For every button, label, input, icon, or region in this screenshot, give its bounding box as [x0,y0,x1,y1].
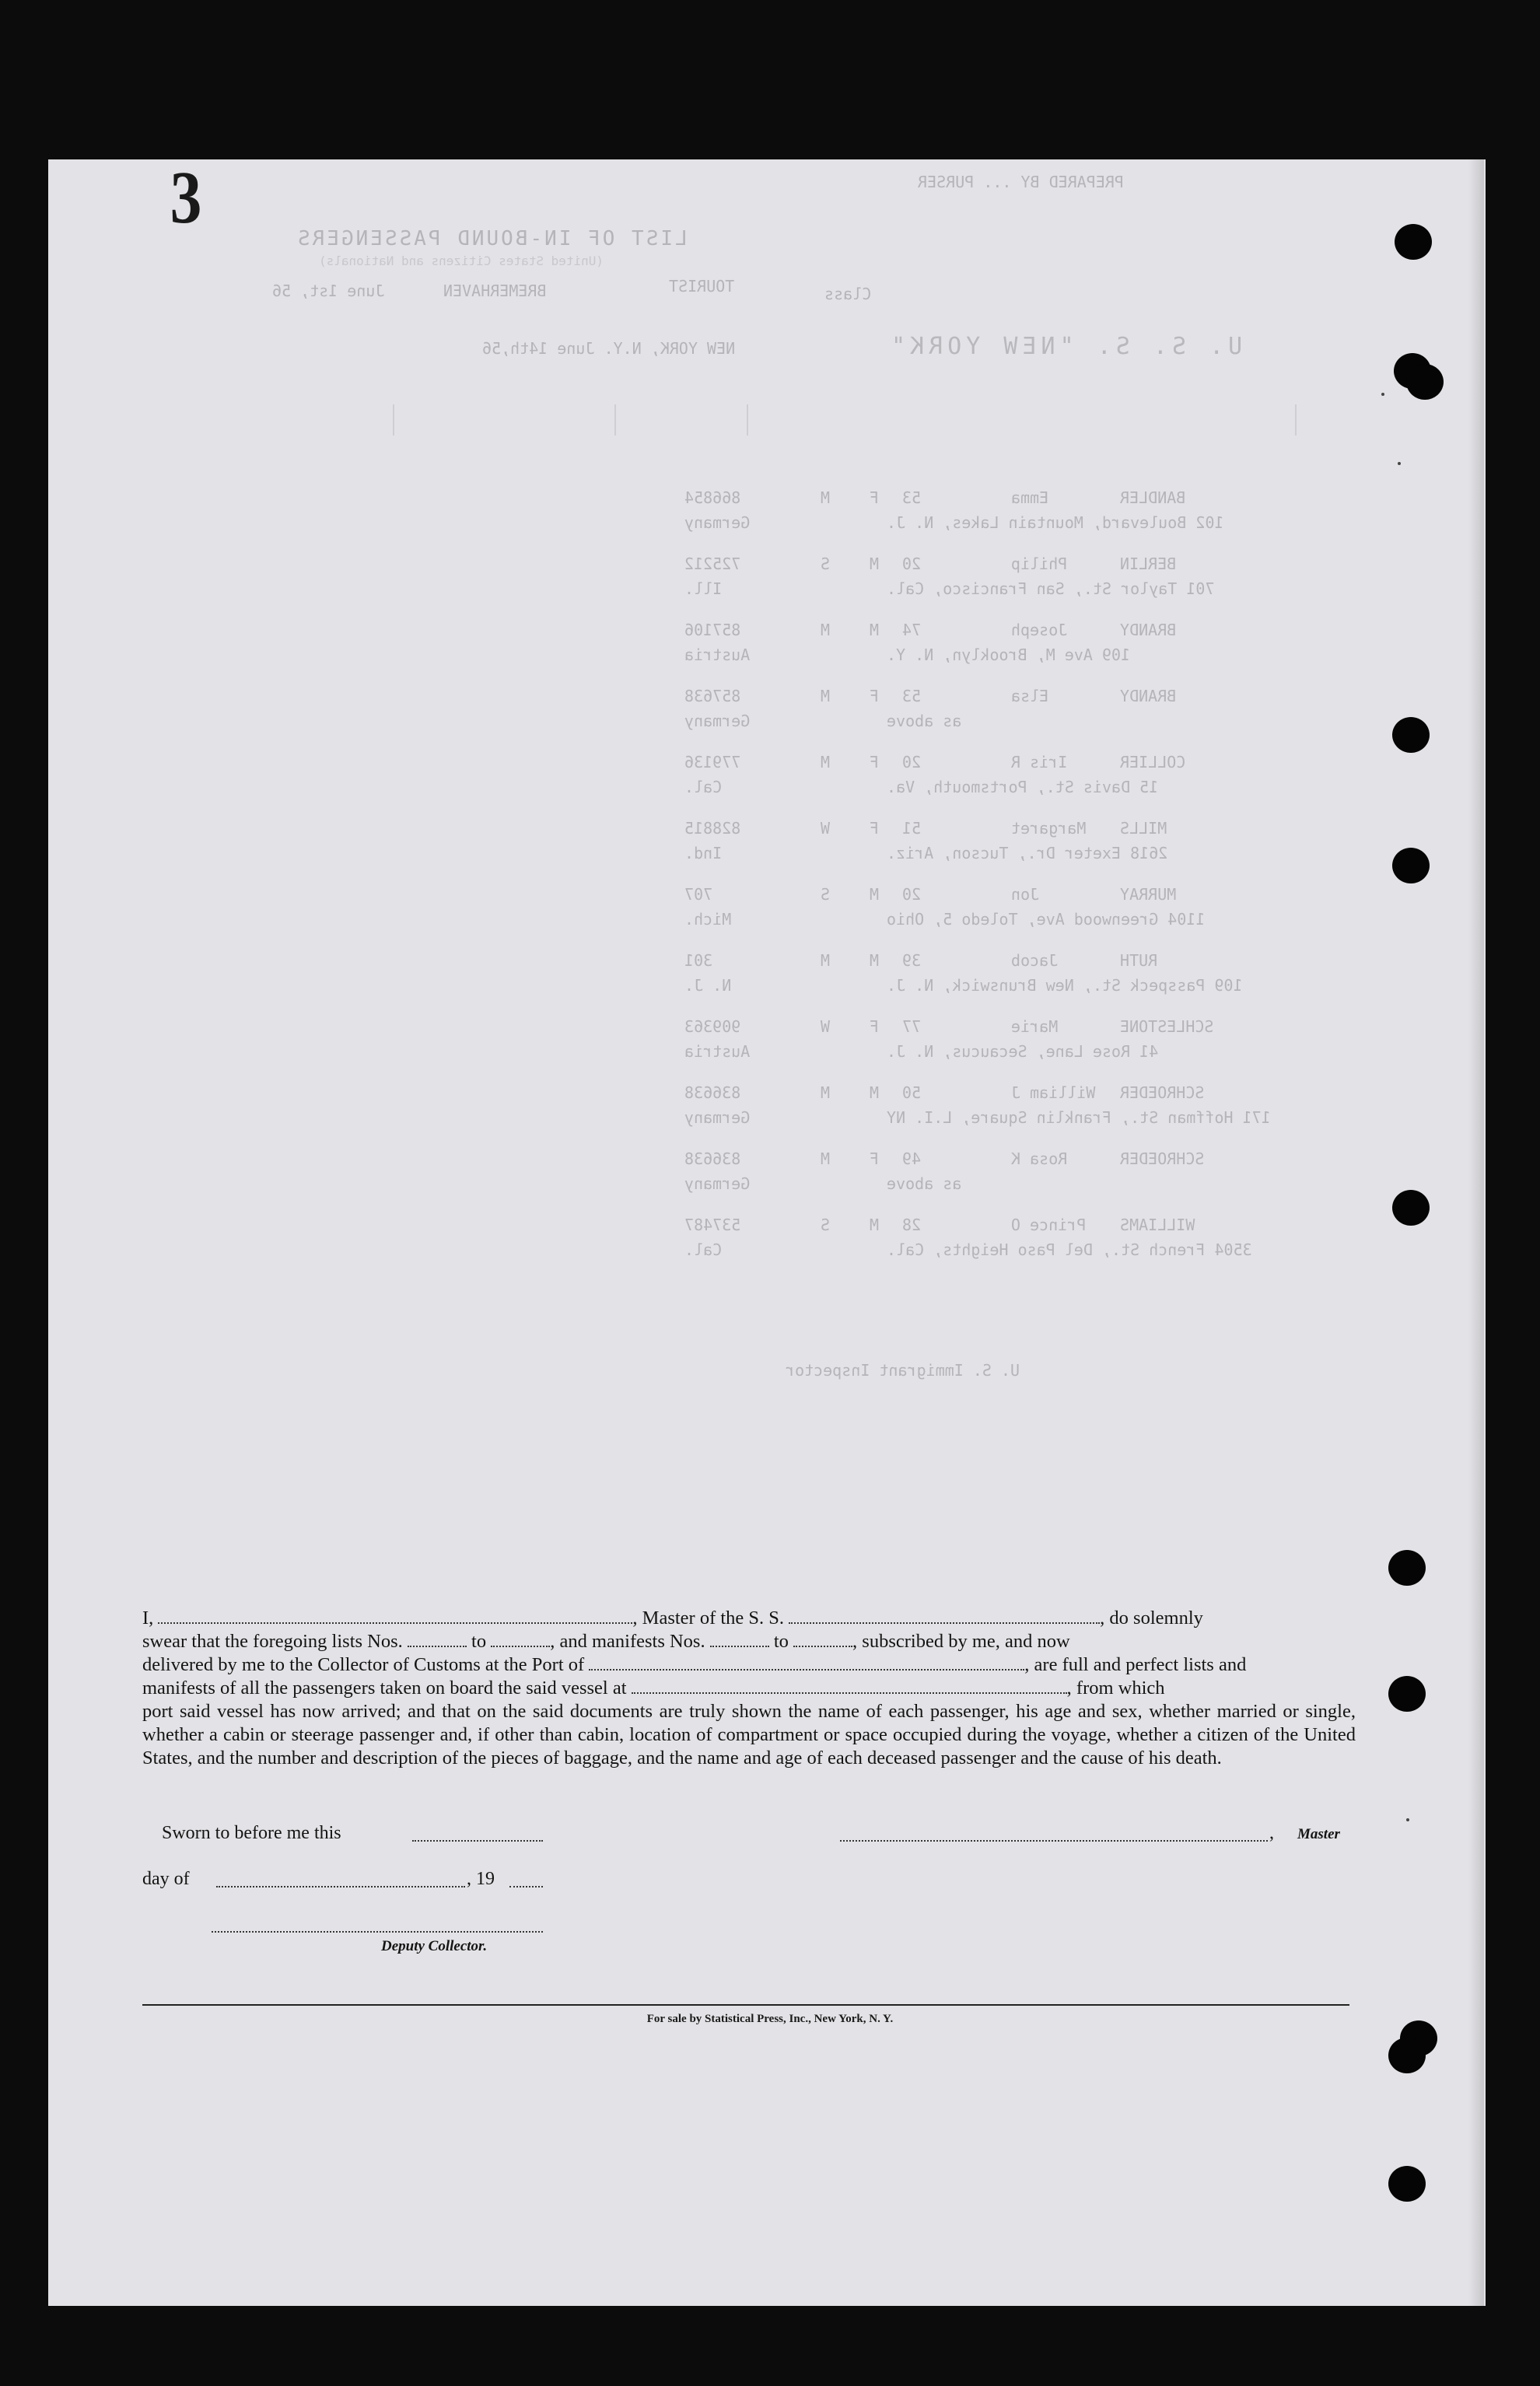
passenger-surname: BRANDY [1120,687,1177,705]
passenger-surname: COLLIER [1120,753,1186,771]
year-prefix: , 19 [467,1869,495,1889]
passenger-birthplace: Austria [684,1042,751,1061]
passenger-given-name: Jacob [1011,951,1059,970]
passenger-marital: W [821,1017,831,1036]
passenger-entry [0,753,1540,815]
list-to-field[interactable] [491,1632,550,1647]
passenger-birthplace: Ill. [684,579,723,598]
passenger-entry [0,1216,1540,1278]
punch-hole [1388,1550,1426,1586]
page-number: 3 [170,156,202,239]
passenger-entry [0,1149,1540,1212]
master-oath [142,1607,1356,1770]
passenger-surname: WILLIAMS [1120,1216,1195,1234]
list-from-field[interactable] [408,1632,467,1647]
passenger-number: 866854 [684,488,741,507]
master-name-field[interactable] [158,1608,632,1624]
passenger-birthplace: Austria [684,645,751,664]
passenger-entry [0,885,1540,947]
punch-hole [1392,1190,1430,1226]
paper-speck [1381,393,1384,396]
passenger-number: 725212 [684,555,741,573]
oath-text: to [773,1631,789,1652]
passenger-address: as above [887,712,962,730]
passenger-given-name: Joseph [1011,621,1068,639]
passenger-surname: SCHROEDER [1120,1149,1205,1168]
passenger-age: 20 [902,555,922,573]
paper-speck [1398,462,1401,465]
column-divider [1295,404,1297,436]
arriving-port: NEW YORK, N.Y. June 14th,56 [482,339,736,358]
passenger-number: 707 [684,885,713,904]
passenger-entry [0,621,1540,683]
passenger-marital: S [821,1216,831,1234]
oath-text: delivered by me to the Collector of Customs at the Port of [142,1654,585,1675]
passenger-age: 50 [902,1083,922,1102]
passenger-marital: M [821,687,831,705]
oath-line-4 [142,1677,1356,1700]
passenger-surname: SCHLESTONE [1120,1017,1214,1036]
passenger-sex: M [870,885,880,904]
passenger-number: 828815 [684,819,741,838]
passenger-sex: F [870,819,880,838]
punch-hole [1388,2038,1426,2073]
passenger-address: 15 Davis St., Portsmouth, Va. [887,778,1159,796]
passenger-birthplace: Germany [684,1108,751,1127]
manifest-from-field[interactable] [710,1632,769,1647]
passenger-sex: M [870,555,880,573]
class-label: Class [824,285,872,303]
passenger-surname: SCHROEDER [1120,1083,1205,1102]
paper-speck [1406,1818,1409,1821]
passenger-sex: M [870,1083,880,1102]
passenger-surname: MILLS [1120,819,1167,838]
departure-port-field[interactable] [632,1678,1067,1694]
passenger-birthplace: Germany [684,712,751,730]
printer-credit: For sale by Statistical Press, Inc., New York, N. Y. [646,2013,894,2025]
passenger-number: 779136 [684,753,741,771]
column-divider [393,404,394,436]
passenger-address: as above [887,1174,962,1193]
oath-text: , and manifests Nos. [550,1631,705,1652]
punch-hole [1388,1676,1426,1712]
passenger-marital: S [821,555,831,573]
oath-text: to [471,1631,487,1652]
passenger-sex: M [870,951,880,970]
passenger-marital: M [821,621,831,639]
signature-comma: , [1269,1823,1274,1843]
passenger-birthplace: Ind. [684,844,723,862]
passenger-age: 51 [902,819,922,838]
passenger-marital: M [821,488,831,507]
passenger-sex: M [870,1216,880,1234]
passenger-age: 20 [902,753,922,771]
oath-text: swear that the foregoing lists Nos. [142,1631,403,1652]
inspector-note: U. S. Immigrant Inspector [786,1361,1020,1380]
oath-text: , Master of the S. S. [632,1608,785,1629]
passenger-sex: F [870,687,880,705]
sworn-label: Sworn to before me this [162,1823,341,1843]
day-of-field[interactable] [216,1886,465,1887]
from-date: June 1st, 56 [272,282,385,300]
passenger-marital: S [821,885,831,904]
passenger-entry [0,488,1540,551]
passenger-surname: BRANDY [1120,621,1177,639]
oath-line-3 [142,1653,1356,1677]
punch-hole [1395,224,1432,260]
master-label: Master [1297,1826,1340,1842]
passenger-sex: M [870,621,880,639]
passenger-birthplace: Germany [684,513,751,532]
passenger-birthplace: Cal. [684,1240,723,1259]
passenger-given-name: Iris R [1011,753,1068,771]
oath-body: port said vessel has now arrived; and that on the said documents are truly shown the name of each passenger, his age and sex, whether married or single, whether a cabin or steerage passenger and, if other than cabin, location of compartment or space occupied during the voyage, whether a citizen of the United States, and the number and description of the pieces of baggage, and the name and age of each deceased passenger and the cause of his death. [142,1701,1356,1769]
passenger-address: 3504 French St., Del Paso Heights, Cal. [887,1240,1252,1259]
oath-text: manifests of all the passengers taken on board the said vessel at [142,1678,627,1699]
passenger-number: 537487 [684,1216,741,1234]
passenger-given-name: Emma [1011,488,1049,507]
passenger-given-name: Philip [1011,555,1068,573]
passenger-marital: M [821,1149,831,1168]
passenger-number: 857638 [684,687,741,705]
passenger-address: 2618 Exeter Dr., Tucson, Ariz. [887,844,1168,862]
passenger-age: 53 [902,488,922,507]
passenger-entry [0,951,1540,1013]
passenger-sex: F [870,1017,880,1036]
punch-hole [1388,2166,1426,2202]
passenger-given-name: Prince O [1011,1216,1087,1234]
day-of-label: day of [142,1869,190,1889]
passenger-given-name: Rosa K [1011,1149,1068,1168]
passenger-birthplace: Germany [684,1174,751,1193]
passenger-sex: F [870,753,880,771]
passenger-given-name: Elsa [1011,687,1049,705]
year-field[interactable] [509,1886,543,1887]
footer-rule [142,2004,1349,2006]
passenger-entry [0,1017,1540,1079]
passenger-age: 74 [902,621,922,639]
passenger-entry [0,555,1540,617]
ship-name-field[interactable] [789,1608,1100,1624]
punch-hole [1392,848,1430,883]
port-field[interactable] [589,1655,1024,1671]
deputy-signature-field[interactable] [212,1931,543,1933]
passenger-number: 836638 [684,1149,741,1168]
passenger-birthplace: N. J. [684,976,732,995]
passenger-marital: M [821,951,831,970]
passenger-given-name: Jon [1011,885,1040,904]
manifest-to-field[interactable] [793,1632,852,1647]
passenger-age: 49 [902,1149,922,1168]
passenger-address: 171 Hoffman St., Franklin Square, L.I. NY [887,1108,1271,1127]
column-divider [614,404,616,436]
punch-hole [1392,717,1430,753]
passenger-sex: F [870,488,880,507]
passenger-entry [0,819,1540,881]
passenger-given-name: Margaret [1011,819,1087,838]
column-divider [747,404,748,436]
passenger-marital: M [821,753,831,771]
vessel-name: U. S. S. "NEW YORK" [887,333,1243,360]
passenger-number: 909363 [684,1017,741,1036]
sworn-date-field[interactable] [412,1840,543,1842]
oath-text: I, [142,1608,154,1629]
passenger-surname: BERLIN [1120,555,1177,573]
oath-line-1 [142,1607,1356,1630]
passenger-sex: F [870,1149,880,1168]
passenger-age: 39 [902,951,922,970]
passenger-marital: M [821,1083,831,1102]
passenger-age: 20 [902,885,922,904]
passenger-surname: BANDLER [1120,488,1186,507]
passenger-entry [0,1083,1540,1146]
master-signature-field[interactable] [840,1840,1268,1842]
passenger-surname: RUTH [1120,951,1158,970]
passenger-age: 77 [902,1017,922,1036]
passenger-address: 109 Passpeck St., New Brunswick, N. J. [887,976,1243,995]
passenger-number: 301 [684,951,713,970]
oath-text: , do solemnly [1100,1608,1203,1629]
oath-line-2 [142,1630,1356,1653]
passenger-address: 102 Boulevard, Mountain Lakes, N. J. [887,513,1224,532]
passenger-age: 28 [902,1216,922,1234]
oath-text: , from which [1066,1678,1165,1699]
passenger-entry [0,687,1540,749]
passenger-address: 41 Rose Lane, Secaucus, N. J. [887,1042,1159,1061]
list-subtitle: (United States Citizens and Nationals) [319,254,604,268]
passenger-age: 53 [902,687,922,705]
header-top-line: PREPARED BY ... PURSER [918,173,1124,191]
passenger-given-name: Marie [1011,1017,1059,1036]
punch-hole [1406,364,1444,400]
list-title: LIST OF IN-BOUND PASSENGERS [296,227,688,250]
oath-text: , subscribed by me, and now [852,1631,1070,1652]
passenger-number: 857106 [684,621,741,639]
deputy-collector-label: Deputy Collector. [381,1938,488,1954]
passenger-address: 701 Taylor St., San Francisco, Cal. [887,579,1215,598]
passenger-marital: W [821,819,831,838]
oath-text: , are full and perfect lists and [1024,1654,1247,1675]
passenger-address: 1104 Greenwood Ave, Toledo 5, Ohio [887,910,1206,929]
from-port: BREMERHAVEN [443,282,547,300]
passenger-birthplace: Mich. [684,910,732,929]
passenger-number: 836638 [684,1083,741,1102]
class-value: TOURIST [669,277,735,296]
passenger-birthplace: Cal. [684,778,723,796]
passenger-given-name: William J [1011,1083,1096,1102]
passenger-address: 109 Ave M, Brooklyn, N. Y. [887,645,1131,664]
passenger-surname: MURRAY [1120,885,1177,904]
